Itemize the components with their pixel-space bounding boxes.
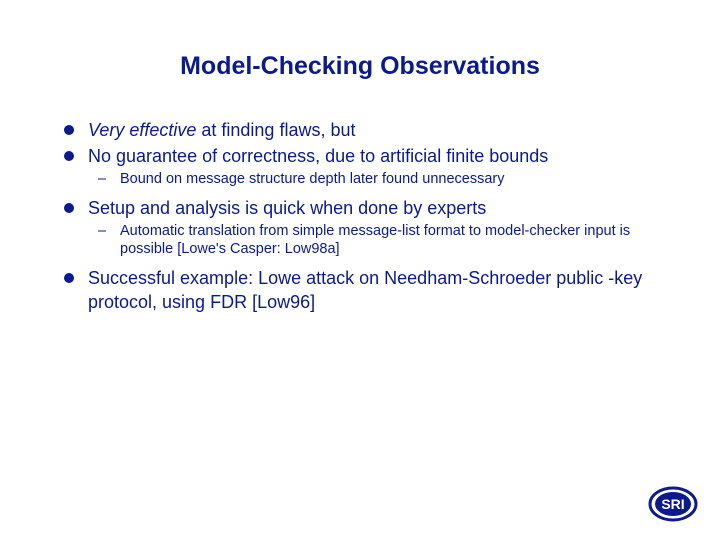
- sub-bullet-text: Automatic translation from simple message-list format to model-checker input is possible [Lowe's Casper: Low98a]: [120, 223, 631, 257]
- bullet-dot-icon: [64, 151, 74, 161]
- bullet-dot-icon: [64, 203, 74, 213]
- bullet-text: No guarantee of correctness, due to artificial finite bounds: [88, 146, 549, 166]
- bullet-item: [62, 266, 682, 314]
- bullet-item: [62, 144, 682, 168]
- dash-icon: –: [98, 223, 107, 239]
- sri-logo-icon: [648, 486, 698, 522]
- dash-icon: –: [98, 171, 107, 187]
- bullet-text: Successful example: Lowe attack on Needham-Schroeder public -key protocol, using FDR [Low96]: [88, 268, 643, 312]
- bullet-item: [62, 196, 682, 220]
- bullet-emphasis: Very effective: [88, 120, 197, 140]
- slide-title: Model-Checking Observations: [180, 52, 540, 80]
- bullet-text: at finding flaws, but: [196, 120, 356, 140]
- logo-text: SRI: [661, 496, 685, 512]
- bullet-list: [62, 118, 682, 316]
- bullet-item: [62, 118, 682, 142]
- sub-bullet-item: [62, 222, 682, 258]
- sub-bullet-item: [62, 170, 682, 188]
- bullet-dot-icon: [64, 273, 74, 283]
- sub-bullet-text: Bound on message structure depth later found unnecessary: [120, 171, 505, 187]
- bullet-dot-icon: [64, 125, 74, 135]
- bullet-text: Setup and analysis is quick when done by experts: [88, 198, 487, 218]
